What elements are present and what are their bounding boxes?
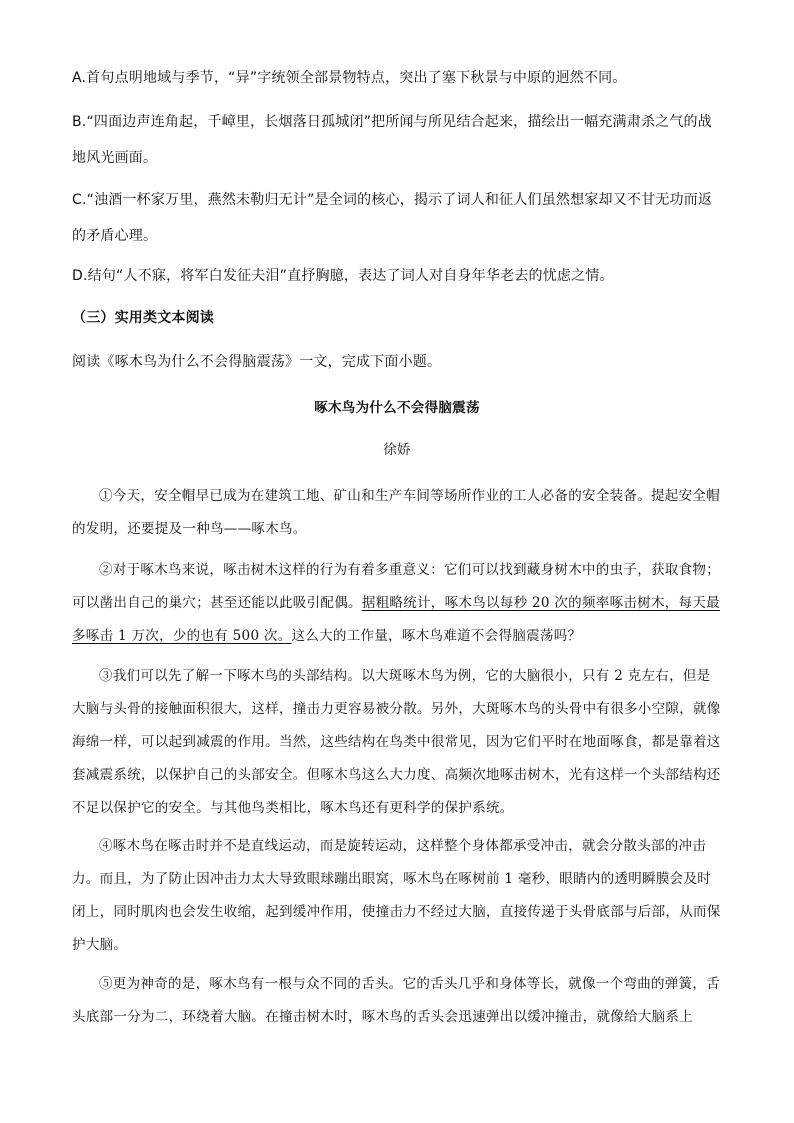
option-b: B.“四面边声连角起，千嶂里，长烟落日孤城闭”把所闻与所见结合起来，描绘出一幅充满肃杀之气的战地风光画面。 xyxy=(72,114,712,166)
paragraph-2-tail: 这么大的工作量，啄木鸟难道不会得脑震荡吗？ xyxy=(291,628,582,644)
article-paragraph-1: ①今天，安全帽早已成为在建筑工地、矿山和生产车间等场所作业的工人必备的安全装备。提起安全帽的发明，还要提及一种鸟——啄木鸟。 xyxy=(72,488,720,537)
article-paragraph-5: ⑤更为神奇的是，啄木鸟有一根与众不同的舌头。它的舌头几乎和身体等长，就像一个弯曲的弹簧，舌头底部一分为二，环绕着大脑。在撞击树木时，啄木鸟的舌头会迅速弹出以缓冲撞击，就像给大脑系上 xyxy=(72,976,720,1025)
article-paragraph-4: ④啄木鸟在啄击时并不是直线运动，而是旋转运动，这样整个身体都承受冲击，就会分散头部的冲击力。而且，为了防止因冲击力太大导致眼球蹦出眼窝，啄木鸟在啄树前 1 毫秒，眼睛内的透明瞬膜会及时闭上，同时肌肉也会发生收缩，起到缓冲作用，使撞击力不经过大脑，直接传递于头骨底部与后部，从而保护大脑。 xyxy=(72,838,721,953)
paragraph-2-underlined-sentence: 据粗略统计，啄木鸟以每秒 20 次的频率啄击树木，每天最多啄击 1 万次，少的也有 500 次。 xyxy=(72,595,720,644)
section-instruction: 阅读《啄木鸟为什么不会得脑震荡》一文，完成下面小题。 xyxy=(72,354,442,370)
article-title: 啄木鸟为什么不会得脑震荡 xyxy=(314,400,480,416)
article-paragraph-2 xyxy=(72,554,722,653)
option-c: C.“浊酒一杯家万里，燕然未勒归无计”是全词的核心，揭示了词人和征人们虽然想家却又不甘无功而返的矛盾心理。 xyxy=(72,192,713,244)
option-a: A.首句点明地域与季节，“异”字统领全部景物特点，突出了塞下秋景与中原的迥然不同。 xyxy=(72,70,627,86)
article-author: 徐娇 xyxy=(383,442,411,458)
article-paragraph-3: ③我们可以先了解一下啄木鸟的头部结构。以大斑啄木鸟为例，它的大脑很小，只有 2 克左右，但是大脑与头骨的接触面积很大，这样，撞击力更容易被分散。另外，大斑啄木鸟的头骨中有很多小空隙，就像海绵一样，可以起到减震的作用。当然，这些结构在鸟类中很常见，因为它们平时在地面啄食，都是靠着这套减震系统，以保护自己的头部安全。但啄木鸟这么大力度、高频次地啄击树木，光有这样一个头部结构还不足以保护它的安全。与其他鸟类相比，啄木鸟还有更科学的保护系统。 xyxy=(72,668,721,816)
section-heading: （三）实用类文本阅读 xyxy=(72,310,214,326)
option-d: D.结句“人不寐，将军白发征夫泪”直抒胸臆，表达了词人对自身年华老去的忧虑之情。 xyxy=(72,268,614,284)
paragraph-2-lead: ②对于啄木鸟来说，啄击树木这样的行为有着多重意义：它们可以找到藏身树木中的虫子，获取食物；可以凿出自己的巢穴；甚至还能以此吸引配偶。 xyxy=(72,562,720,611)
